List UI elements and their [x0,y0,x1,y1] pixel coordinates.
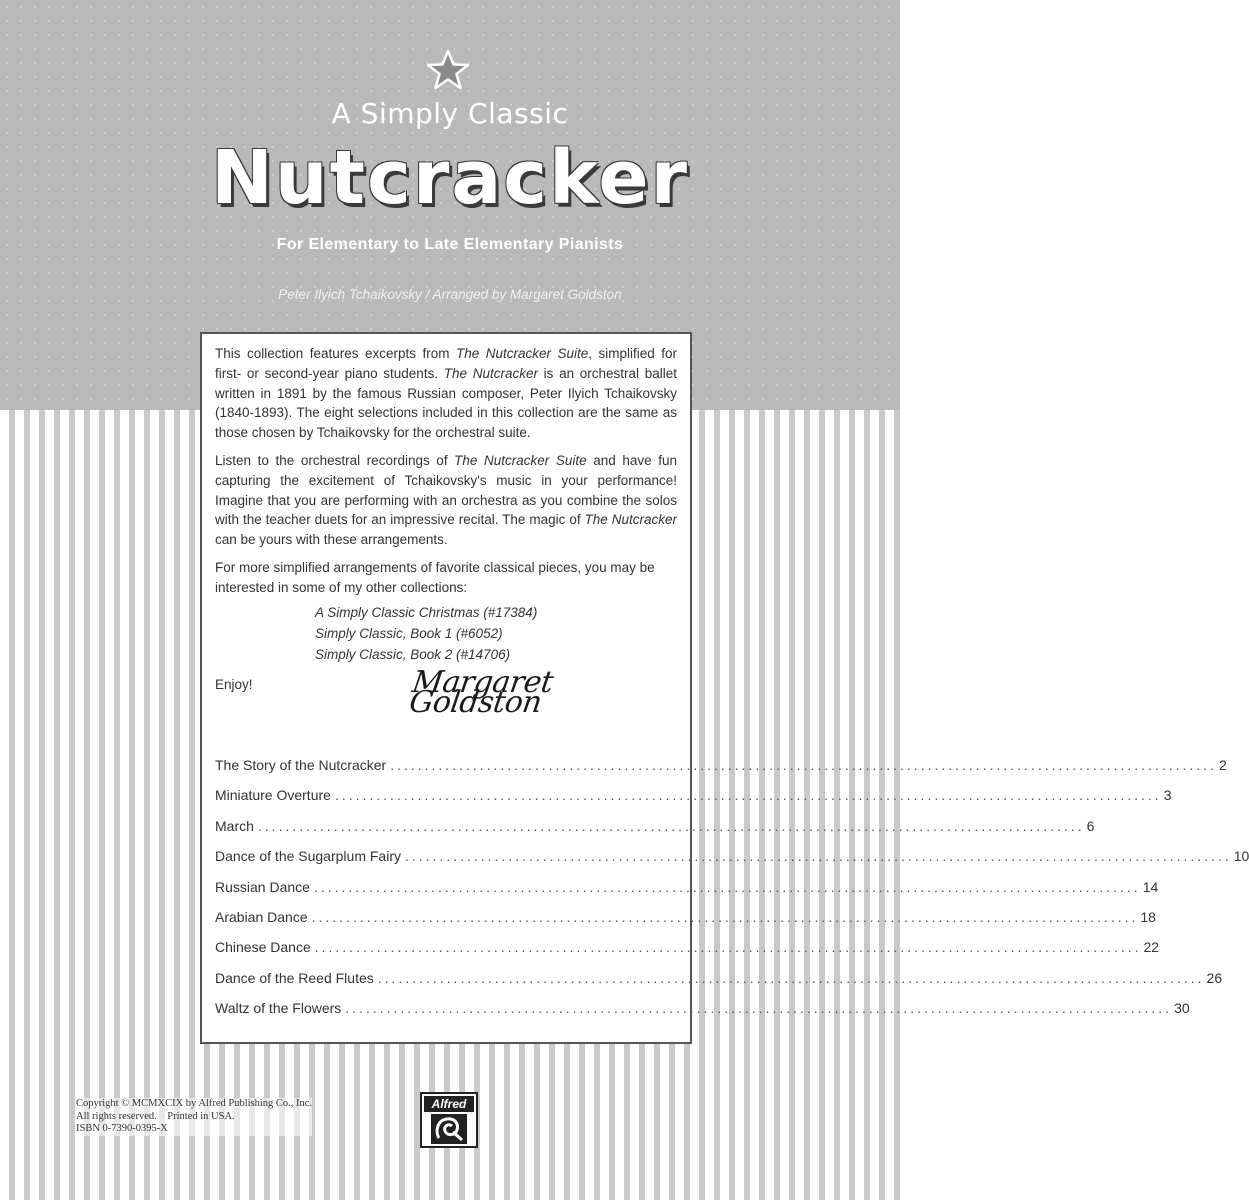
copyright-block [76,1098,312,1136]
rights-line: All rights reserved. Printed in USA. [76,1110,235,1122]
toc-row[interactable] [215,756,1227,786]
toc-title: March [215,817,254,834]
toc-title: Arabian Dance [215,908,308,925]
composer-arranger-credit: Peter Ilyich Tchaikovsky / Arranged by Margaret Goldston [278,287,622,302]
toc-title: Dance of the Reed Flutes [215,969,374,986]
signoff [215,664,677,731]
collections-list [315,602,677,665]
toc-page-number: 26 [1206,969,1223,986]
intro-paragraph-3: For more simplified arrangements of favorite classical pieces, you may be interested in some of my other collections: [215,559,655,595]
toc-row[interactable] [215,999,1190,1029]
toc-page-number: 22 [1143,939,1160,956]
toc-leader-dots: ........................................................................................................................ [257,817,1085,834]
intro-paragraph-1: This collection features excerpts from The Nutcracker Suite, simplified for first- or second-year piano students. The Nutcracker is an orchestral ballet written in 1891 by the famous Russian composer, Peter Ilyich Tchaikovsky (1840-1893). The eight selections included in this collection are the same as those chosen by Tchaikovsky for the orchestral suite. [215,346,677,441]
toc-title: The Story of the Nutcracker [215,757,387,773]
toc-leader-dots: ........................................................................................................................ [314,939,1142,956]
toc-row[interactable] [215,878,1159,908]
toc-leader-dots: ........................................................................................................................ [404,848,1232,865]
toc-leader-dots: ........................................................................................................................ [313,878,1141,895]
toc-title: Waltz of the Flowers [215,1000,342,1017]
collection-item: Simply Classic, Book 2 (#14706) [315,646,511,662]
collection-item: Simply Classic, Book 1 (#6052) [315,625,503,641]
toc-row[interactable] [215,969,1223,999]
toc-leader-dots: ........................................................................................................................ [390,757,1217,773]
book-subtitle: For Elementary to Late Elementary Pianists [276,236,624,253]
toc-leader-dots: ........................................................................................................................ [311,908,1139,925]
table-of-contents [215,756,1249,1030]
toc-title: Miniature Overture [215,787,331,804]
toc-leader-dots: ........................................................................................................................ [345,1000,1173,1017]
toc-leader-dots: ........................................................................................................................ [377,969,1205,986]
toc-page-number: 6 [1086,817,1095,834]
book-supertitle: A Simply Classic [331,97,569,130]
intro-paragraph-2: Listen to the orchestral recordings of The Nutcracker Suite and have fun capturing the excitement of Tchaikovsky's music in your performance! Imagine that you are performing with an orchestra as you combine the solos with the teacher duets for an impressive recital. The magic of The Nutcracker can be yours with these arrangements. [215,452,678,548]
toc-page-number: 18 [1140,908,1156,925]
book-title: Nutcracker [210,135,690,221]
toc-page-number: 2 [1218,757,1227,773]
toc-row[interactable] [215,786,1172,816]
alfred-mark-icon [431,1114,467,1144]
copyright-line: Copyright © MCMXCIX by Alfred Publishing Co., Inc. [76,1098,313,1109]
toc-leader-dots: ........................................................................................................................ [334,787,1162,804]
logo-word: Alfred [424,1096,474,1112]
toc-page-number: 3 [1163,787,1172,804]
collection-item: A Simply Classic Christmas (#17384) [315,604,538,620]
enjoy-text: Enjoy! [215,676,253,692]
toc-row[interactable] [215,908,1156,938]
star-icon [426,48,470,92]
toc-title: Dance of the Sugarplum Fairy [215,848,401,865]
toc-page-number: 10 [1233,848,1249,865]
toc-title: Chinese Dance [215,939,311,956]
toc-row[interactable] [215,938,1160,968]
toc-page-number: 14 [1142,878,1159,895]
publisher-logo [420,1092,478,1148]
toc-row[interactable] [215,817,1095,847]
content-panel [200,332,1249,1044]
toc-row[interactable] [215,847,1249,877]
toc-page-number: 30 [1174,1000,1190,1017]
signature: Margaret Goldston [407,664,556,720]
toc-title: Russian Dance [215,878,310,895]
isbn-line: ISBN 0-7390-0395-X [76,1123,168,1134]
